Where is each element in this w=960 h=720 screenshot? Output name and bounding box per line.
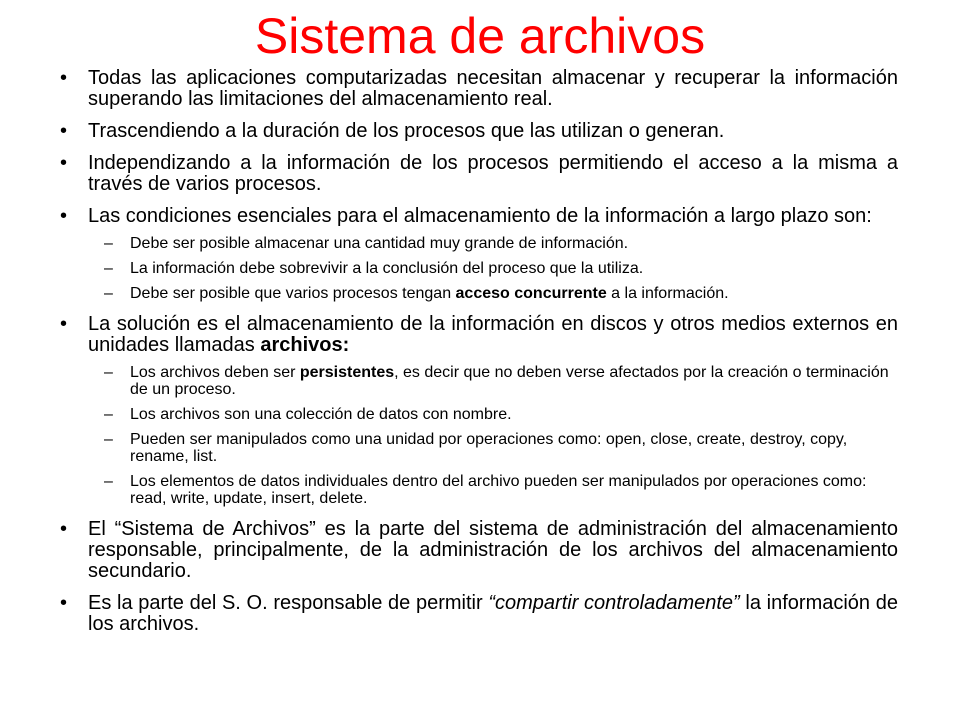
bullet-text: Es la parte del S. O. responsable de permitir “compartir controladamente” la información de los archivos.: [88, 592, 898, 635]
bullet-item: [0, 153, 960, 195]
sub-item-text: Los archivos deben ser persistentes, es decir que no deben verse afectados por la creación o terminación de un proceso.: [130, 364, 889, 398]
bold-term: acceso concurrente: [455, 285, 607, 302]
sub-item: [0, 260, 960, 277]
slide-content: [0, 68, 960, 646]
bold-term: persistentes: [299, 364, 395, 381]
sub-item-text: Debe ser posible que varios procesos tengan acceso concurrente a la información.: [130, 285, 729, 302]
bullet-text: Trascendiendo a la duración de los procesos que las utilizan o generan.: [88, 120, 725, 142]
bullet-item: [0, 68, 960, 110]
sub-item: [0, 406, 960, 423]
sub-item-text: Pueden ser manipulados como una unidad por operaciones como: open, close, create, destroy, copy, rename, list.: [130, 431, 848, 465]
bullet-item: [0, 519, 960, 582]
bullet-text: Independizando a la información de los procesos permitiendo el acceso a la misma a través de varios procesos.: [88, 152, 898, 195]
bullet-glyph: •: [60, 152, 68, 174]
italic-phrase: “compartir controladamente”: [488, 592, 740, 614]
sub-item-text: Los elementos de datos individuales dentro del archivo pueden ser manipulados por operaciones como: read, write, update, insert, delete.: [130, 473, 867, 507]
dash-glyph: –: [104, 473, 113, 490]
dash-glyph: –: [104, 431, 113, 448]
sub-item: [0, 285, 960, 302]
bullet-glyph: •: [60, 205, 68, 227]
bullet-glyph: •: [60, 120, 68, 142]
sub-item: [0, 364, 960, 398]
bullet-item: [0, 314, 960, 356]
bullet-text: El “Sistema de Archivos” es la parte del sistema de administración del almacenamiento responsable, principalmente, de la administración de los archivos del almacenamiento secundario.: [88, 518, 898, 582]
bullet-item: [0, 206, 960, 227]
bullet-text: La solución es el almacenamiento de la información en discos y otros medios externos en unidades llamadas archivos:: [88, 313, 898, 356]
dash-glyph: –: [104, 406, 113, 423]
bold-term: archivos:: [260, 334, 350, 356]
bullet-glyph: •: [60, 518, 68, 540]
sub-item-text: Los archivos son una colección de datos con nombre.: [130, 406, 512, 423]
bullet-glyph: •: [60, 313, 68, 335]
sub-item: [0, 235, 960, 252]
sub-item-text: Debe ser posible almacenar una cantidad muy grande de información.: [130, 235, 629, 252]
dash-glyph: –: [104, 285, 113, 302]
sub-item: [0, 473, 960, 507]
bullet-item: [0, 121, 960, 142]
dash-glyph: –: [104, 235, 113, 252]
bullet-glyph: •: [60, 67, 68, 89]
bullet-text: Las condiciones esenciales para el almacenamiento de la información a largo plazo son:: [88, 205, 872, 227]
bullet-text: Todas las aplicaciones computarizadas necesitan almacenar y recuperar la información superando las limitaciones del almacenamiento real.: [88, 67, 898, 110]
sub-item-text: La información debe sobrevivir a la conclusión del proceso que la utiliza.: [130, 260, 644, 277]
bullet-glyph: •: [60, 592, 68, 614]
dash-glyph: –: [104, 260, 113, 277]
dash-glyph: –: [104, 364, 113, 381]
sub-item: [0, 431, 960, 465]
bullet-item: [0, 593, 960, 635]
slide-title: Sistema de archivos: [254, 8, 706, 64]
